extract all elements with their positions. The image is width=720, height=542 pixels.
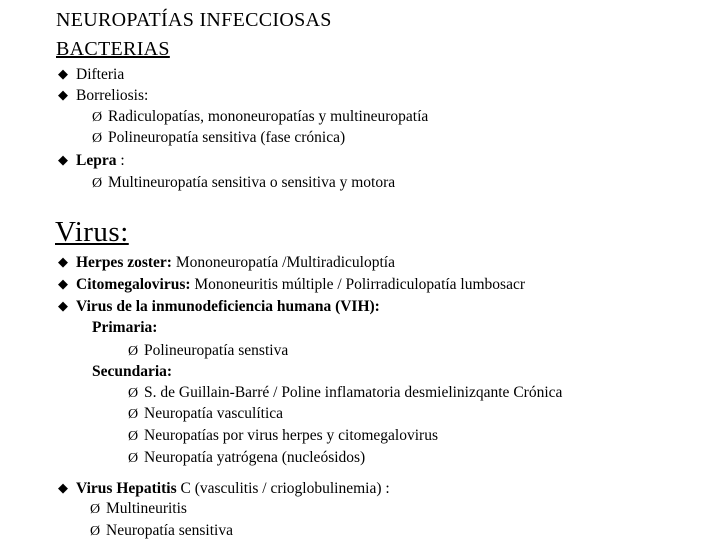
sub-list-item <box>90 521 233 542</box>
list-item-bold: Virus de la inmunodeficiencia humana (VIH): <box>76 298 380 315</box>
list-item <box>58 64 124 85</box>
list-item <box>58 478 390 499</box>
list-item-text: Mononeuropatía /Multiradiculoptía <box>171 254 395 271</box>
diamond-bullet-icon: ◆ <box>58 87 68 102</box>
list-item <box>58 85 148 106</box>
sub-heading-label: Secundaria: <box>92 363 173 380</box>
sub-list-item <box>92 107 428 128</box>
list-item <box>58 274 525 295</box>
list-item-text: Difteria <box>76 66 125 83</box>
list-item-text: Borreliosis: <box>76 87 149 104</box>
sub-list-item <box>90 499 187 520</box>
sub-list-item <box>92 128 345 149</box>
list-item <box>58 150 125 171</box>
sub-list-item-text: Polineuropatía senstiva <box>144 342 289 359</box>
sub-list-item <box>128 383 562 404</box>
sub-list-item-text: Neuropatía yatrógena (nucleósidos) <box>144 449 366 466</box>
sub-list-item-text: S. de Guillain-Barré / Poline inflamatoria desmielinizqante Crónica <box>144 384 563 401</box>
sub-list-item-text: Multineuropatía sensitiva o sensitiva y motora <box>108 174 396 191</box>
sub-list-item-text: Radiculopatías, mononeuropatías y multineuropatía <box>108 108 429 125</box>
arrow-bullet-icon: Ø <box>92 131 103 146</box>
list-item-bold: Herpes zoster: <box>76 254 172 271</box>
sub-list-item <box>128 404 283 425</box>
sub-heading-secundaria <box>92 362 172 382</box>
sub-heading-primaria <box>92 318 157 338</box>
sub-list-item <box>128 448 365 469</box>
diamond-bullet-icon: ◆ <box>58 66 68 81</box>
arrow-bullet-icon: Ø <box>128 407 139 422</box>
sub-list-item-text: Neuropatía sensitiva <box>106 522 233 539</box>
diamond-bullet-icon: ◆ <box>58 254 68 269</box>
list-item-bold: Lepra <box>76 152 117 169</box>
list-item <box>58 252 395 273</box>
list-item-text: C (vasculitis / crioglobulinemia) : <box>176 480 390 497</box>
sub-list-item-text: Neuropatías por virus herpes y citomegalovirus <box>144 427 438 444</box>
list-item-text: : <box>116 152 125 169</box>
list-item-bold: Virus Hepatitis <box>76 480 177 497</box>
arrow-bullet-icon: Ø <box>128 451 139 466</box>
list-item-bold: Citomegalovirus: <box>76 276 191 293</box>
list-item-text: Mononeuritis múltiple / Polirradiculopatía lumbosacr <box>190 276 525 293</box>
sub-list-item <box>92 173 395 194</box>
arrow-bullet-icon: Ø <box>92 176 103 191</box>
sub-heading-label: Primaria: <box>92 319 158 336</box>
arrow-bullet-icon: Ø <box>128 429 139 444</box>
diamond-bullet-icon: ◆ <box>58 276 68 291</box>
section-heading-virus: Virus: <box>55 216 129 248</box>
page-title: NEUROPATÍAS INFECCIOSAS <box>56 9 332 31</box>
sub-list-item-text: Polineuropatía sensitiva (fase crónica) <box>108 129 346 146</box>
sub-list-item <box>128 426 438 447</box>
arrow-bullet-icon: Ø <box>90 524 101 539</box>
sub-list-item-text: Neuropatía vasculítica <box>144 405 284 422</box>
diamond-bullet-icon: ◆ <box>58 480 68 495</box>
arrow-bullet-icon: Ø <box>90 502 101 517</box>
section-heading-bacterias: BACTERIAS <box>56 38 170 60</box>
diamond-bullet-icon: ◆ <box>58 298 68 313</box>
arrow-bullet-icon: Ø <box>128 386 139 401</box>
arrow-bullet-icon: Ø <box>128 344 139 359</box>
arrow-bullet-icon: Ø <box>92 110 103 125</box>
list-item <box>58 296 380 317</box>
sub-list-item <box>128 341 288 362</box>
sub-list-item-text: Multineuritis <box>106 500 187 517</box>
diamond-bullet-icon: ◆ <box>58 152 68 167</box>
